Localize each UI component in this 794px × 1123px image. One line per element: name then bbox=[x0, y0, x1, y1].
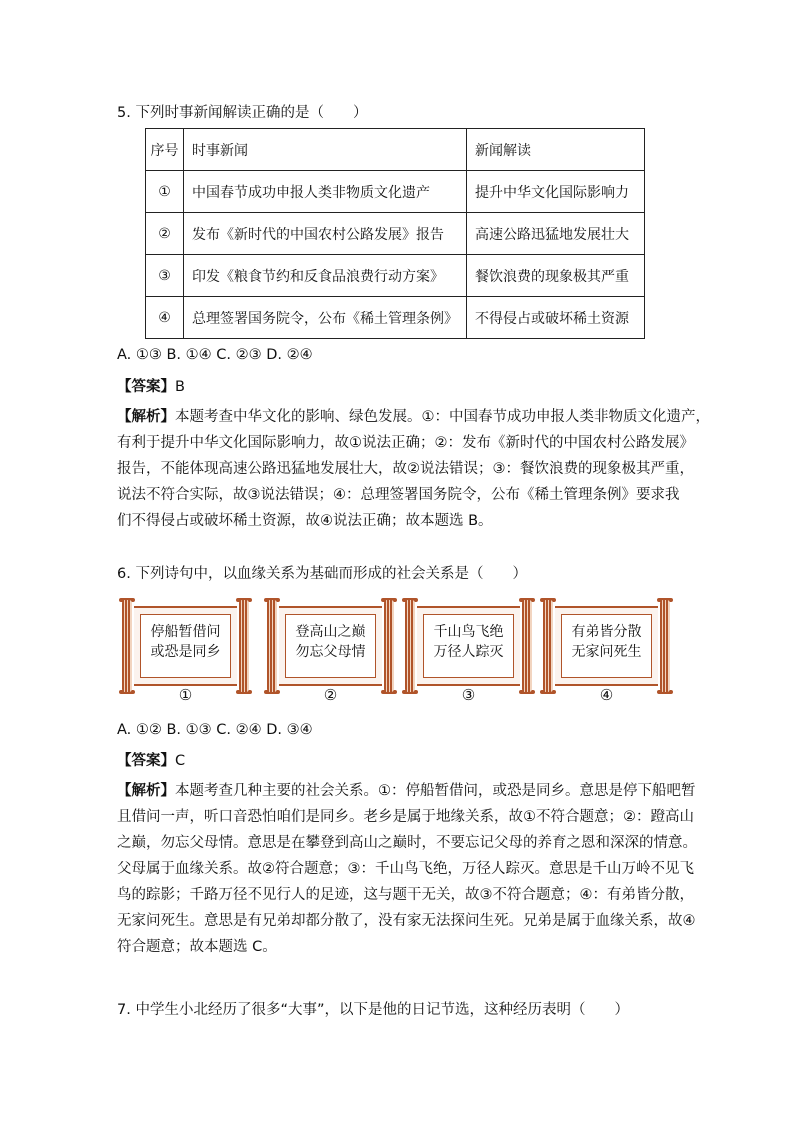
scroll-image bbox=[122, 600, 249, 692]
analysis-line: 鸟的踪影；千路万径不见行人的足迹，这与题干无关，故③不符合题意；④：有弟皆分散， bbox=[117, 887, 694, 903]
analysis-line: 父母属于血缘关系。故②符合题意；③：千山鸟飞绝，万径人踪灭。意思是千山万岭不见飞 bbox=[117, 861, 694, 877]
row-interpretation: 提升中华文化国际影响力 bbox=[467, 171, 645, 213]
scroll-line: 停船暂借问 bbox=[150, 624, 221, 640]
analysis-tag: 【解析】 bbox=[117, 409, 175, 425]
scroll-line: 有弟皆分散 bbox=[571, 624, 642, 640]
q6-analysis bbox=[117, 778, 697, 960]
q6-answer bbox=[117, 751, 185, 771]
header-index: 序号 bbox=[146, 129, 184, 171]
news-table bbox=[145, 128, 645, 339]
scroll-line: 万径人踪灭 bbox=[433, 644, 504, 660]
scroll-number: ③ bbox=[461, 686, 476, 704]
analysis-line: 本题考查几种主要的社会关系。①：停船暂借问，或恐是同乡。意思是停下船吧暂 bbox=[175, 783, 696, 799]
analysis-tag: 【解析】 bbox=[117, 783, 175, 799]
analysis-line: 之巅，勿忘父母情。意思是在攀登到高山之巅时，不要忘记父母的养育之恩和深深的情意。 bbox=[117, 835, 697, 851]
row-news: 中国春节成功申报人类非物质文化遗产 bbox=[184, 171, 467, 213]
scroll-line: 勿忘父母情 bbox=[295, 644, 366, 660]
analysis-line: 说法不符合实际，故③说法错误；④：总理签署国务院令，公布《稀土管理条例》要求我 bbox=[117, 487, 680, 503]
scroll-text bbox=[405, 622, 532, 662]
scroll-image bbox=[405, 600, 532, 692]
scroll-line: 千山鸟飞绝 bbox=[433, 624, 504, 640]
row-news: 总理签署国务院令，公布《稀土管理条例》 bbox=[184, 297, 467, 339]
analysis-line: 本题考查中华文化的影响、绿色发展。①：中国春节成功申报人类非物质文化遗产， bbox=[175, 409, 710, 425]
scroll-image bbox=[267, 600, 394, 692]
scroll-text bbox=[543, 622, 670, 662]
q5-answer bbox=[117, 377, 185, 397]
table-row bbox=[146, 255, 645, 297]
scroll-line: 登高山之巅 bbox=[295, 624, 366, 640]
scroll-line: 无家问死生 bbox=[571, 644, 642, 660]
answer-tag: 【答案】 bbox=[117, 753, 175, 769]
scroll-text bbox=[267, 622, 394, 662]
header-interpretation: 新闻解读 bbox=[467, 129, 645, 171]
analysis-line: 符合题意；故本题选 C。 bbox=[117, 939, 277, 955]
q5-analysis bbox=[117, 404, 710, 534]
q7-stem: 7. 中学生小北经历了很多“大事”，以下是他的日记节选，这种经历表明（ ） bbox=[117, 1002, 629, 1018]
row-interpretation: 餐饮浪费的现象极其严重 bbox=[467, 255, 645, 297]
row-interpretation: 不得侵占或破坏稀土资源 bbox=[467, 297, 645, 339]
q6-options: A. ①② B. ①③ C. ②④ D. ③④ bbox=[117, 722, 313, 738]
row-index: ② bbox=[146, 213, 184, 255]
q5-stem: 5. 下列时事新闻解读正确的是（ ） bbox=[117, 105, 368, 121]
analysis-line: 有利于提升中华文化国际影响力，故①说法正确；②：发布《新时代的中国农村公路发展》 bbox=[117, 435, 694, 451]
analysis-line: 且借问一声，听口音恐怕咱们是同乡。老乡是属于地缘关系，故①不符合题意；②：蹬高山 bbox=[117, 809, 694, 825]
poem-scrolls bbox=[122, 600, 672, 706]
header-news: 时事新闻 bbox=[184, 129, 467, 171]
analysis-line: 们不得侵占或破坏稀土资源，故④说法正确；故本题选 B。 bbox=[117, 513, 493, 529]
table-row bbox=[146, 213, 645, 255]
q6-stem: 6. 下列诗句中，以血缘关系为基础而形成的社会关系是（ ） bbox=[117, 566, 527, 582]
analysis-line: 无家问死生。意思是有兄弟却都分散了，没有家无法探问生死。兄弟是属于血缘关系，故④ bbox=[117, 913, 696, 929]
q5-options: A. ①③ B. ①④ C. ②③ D. ②④ bbox=[117, 347, 313, 363]
scroll-line: 或恐是同乡 bbox=[150, 644, 221, 660]
answer-value: B bbox=[175, 379, 185, 395]
row-index: ④ bbox=[146, 297, 184, 339]
scroll-number: ② bbox=[323, 686, 338, 704]
row-news: 发布《新时代的中国农村公路发展》报告 bbox=[184, 213, 467, 255]
scroll-image bbox=[543, 600, 670, 692]
answer-value: C bbox=[175, 753, 186, 769]
table-row bbox=[146, 171, 645, 213]
scroll-text bbox=[122, 622, 249, 662]
row-interpretation: 高速公路迅猛地发展壮大 bbox=[467, 213, 645, 255]
analysis-line: 报告，不能体现高速公路迅猛地发展壮大，故②说法错误；③：餐饮浪费的现象极其严重， bbox=[117, 461, 694, 477]
table-row bbox=[146, 297, 645, 339]
scroll-number: ④ bbox=[599, 686, 614, 704]
table-header-row bbox=[146, 129, 645, 171]
answer-tag: 【答案】 bbox=[117, 379, 175, 395]
row-index: ③ bbox=[146, 255, 184, 297]
row-news: 印发《粮食节约和反食品浪费行动方案》 bbox=[184, 255, 467, 297]
row-index: ① bbox=[146, 171, 184, 213]
scroll-number: ① bbox=[178, 686, 193, 704]
